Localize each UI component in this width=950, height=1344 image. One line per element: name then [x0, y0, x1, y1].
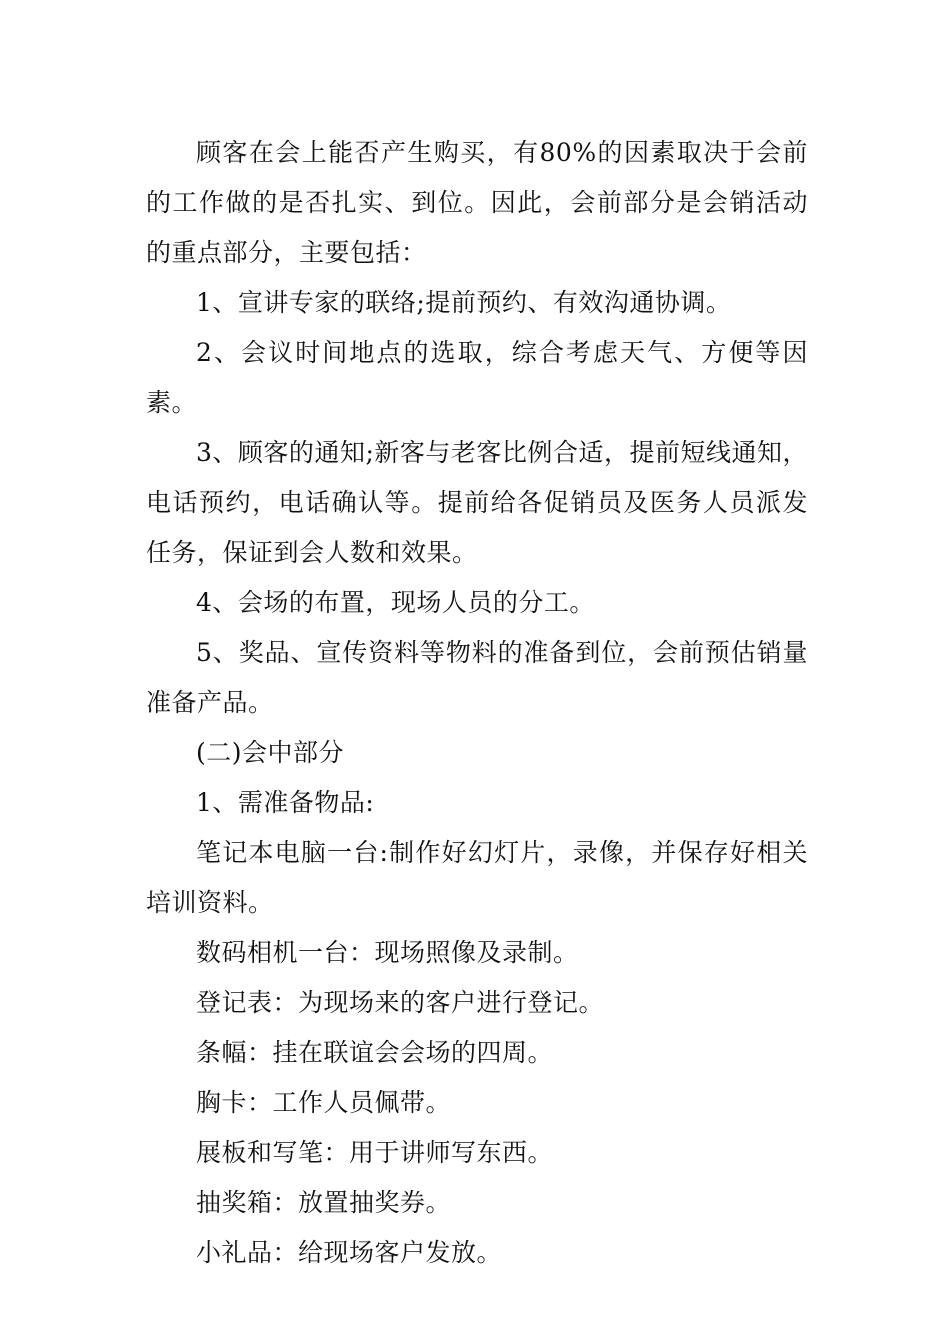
paragraph-item-2: 2、会议时间地点的选取，综合考虑天气、方便等因素。 [146, 338, 808, 417]
list-item-laptop: 笔记本电脑一台:制作好幻灯片，录像，并保存好相关培训资料。 [146, 838, 808, 917]
list-item-board: 展板和写笔：用于讲师写东西。 [196, 1138, 554, 1167]
paragraph-item-3: 3、顾客的通知;新客与老客比例合适，提前短线通知，电话预约，电话确认等。提前给各促销员及医务人员派发任务，保证到会人数和效果。 [146, 438, 808, 567]
document-body [146, 128, 808, 1278]
list-item-banner: 条幅：挂在联谊会会场的四周。 [196, 1038, 554, 1067]
paragraph-item-4: 4、会场的布置，现场人员的分工。 [196, 588, 595, 617]
section-heading: (二)会中部分 [196, 738, 345, 767]
list-item-camera: 数码相机一台：现场照像及录制。 [196, 938, 579, 967]
list-item-register: 登记表：为现场来的客户进行登记。 [196, 988, 605, 1017]
paragraph-intro: 顾客在会上能否产生购买，有80%的因素取决于会前的工作做的是否扎实、到位。因此，会前部分是会销活动的重点部分，主要包括： [146, 138, 808, 267]
paragraph-materials-heading: 1、需准备物品: [196, 788, 375, 817]
list-item-gifts: 小礼品：给现场客户发放。 [196, 1238, 503, 1267]
paragraph-item-5: 5、奖品、宣传资料等物料的准备到位，会前预估销量准备产品。 [146, 638, 808, 717]
list-item-lottery-box: 抽奖箱：放置抽奖券。 [196, 1188, 452, 1217]
paragraph-item-1: 1、宣讲专家的联络;提前预约、有效沟通协调。 [196, 288, 732, 317]
list-item-badge: 胸卡：工作人员佩带。 [196, 1088, 452, 1117]
